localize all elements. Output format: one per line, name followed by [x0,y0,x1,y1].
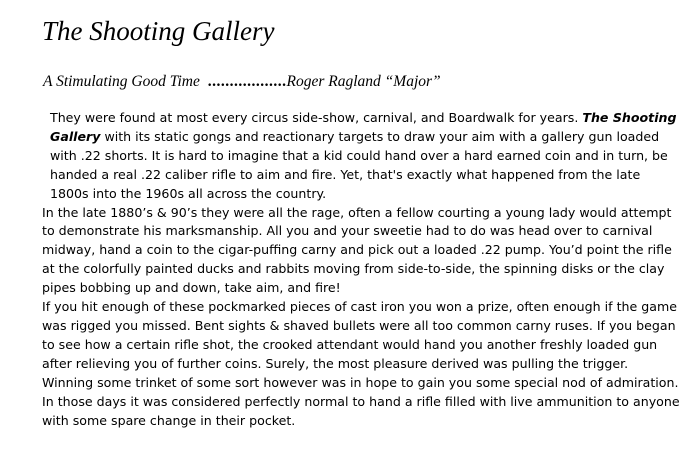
article-title: The Shooting Gallery [42,16,275,46]
article-body [42,109,680,430]
paragraph-4: In those days it was considered perfectly normal to hand a rifle filled with live ammunition to anyone with some spare change in their pocket. [42,393,680,428]
paragraph-2: In the late 1880’s & 90’s they were all the rage, often a fellow courting a young lady would attempt to demonstrate his marksmanship. All you and your sweetie had to do was head over to carnival midway, hand a coin to the cigar-puffing carny and pick out a loaded .22 pump. You’d point the rifle at the colorfully painted ducks and rabbits moving from side-to-side, the spinning disks or the clay pipes bobbing up and down, take aim, and fire! [42,204,672,296]
paragraph-3: If you hit enough of these pockmarked pieces of cast iron you won a prize, often enough if the game was rigged you missed. Bent sights & shaved bullets were all too common carny ruses. If you began to see how a certain rifle shot, the crooked attendant would hand you another freshly loaded gun after relieving you of further coins. Surely, the most pleasure derived was pulling the trigger. Winning some trinket of some sort however was in hope to gain you some special nod of admiration. [42,299,679,390]
article-author: Roger Ragland “Major” [286,73,441,90]
article-tagline: A Stimulating Good Time [43,73,200,90]
paragraph-1-lead: They were found at most every circus side-show, carnival, and Boardwalk for years. [50,110,583,125]
paragraph-1-rest: with its static gongs and reactionary targets to draw your aim with a gallery gun loaded with .22 shorts. It is hard to imagine that a kid could hand over a hard earned coin and in turn, be handed a real .22 caliber rifle to aim and fire. Yet, that's exactly what happened from the late 1800s into the 1960s all across the country. [50,128,668,201]
paragraph-1 [42,109,680,204]
dot-leader: .................. [207,73,287,90]
paragraph-1-emphasis: The Shooting Gallery [50,110,677,144]
article-byline [43,70,441,94]
